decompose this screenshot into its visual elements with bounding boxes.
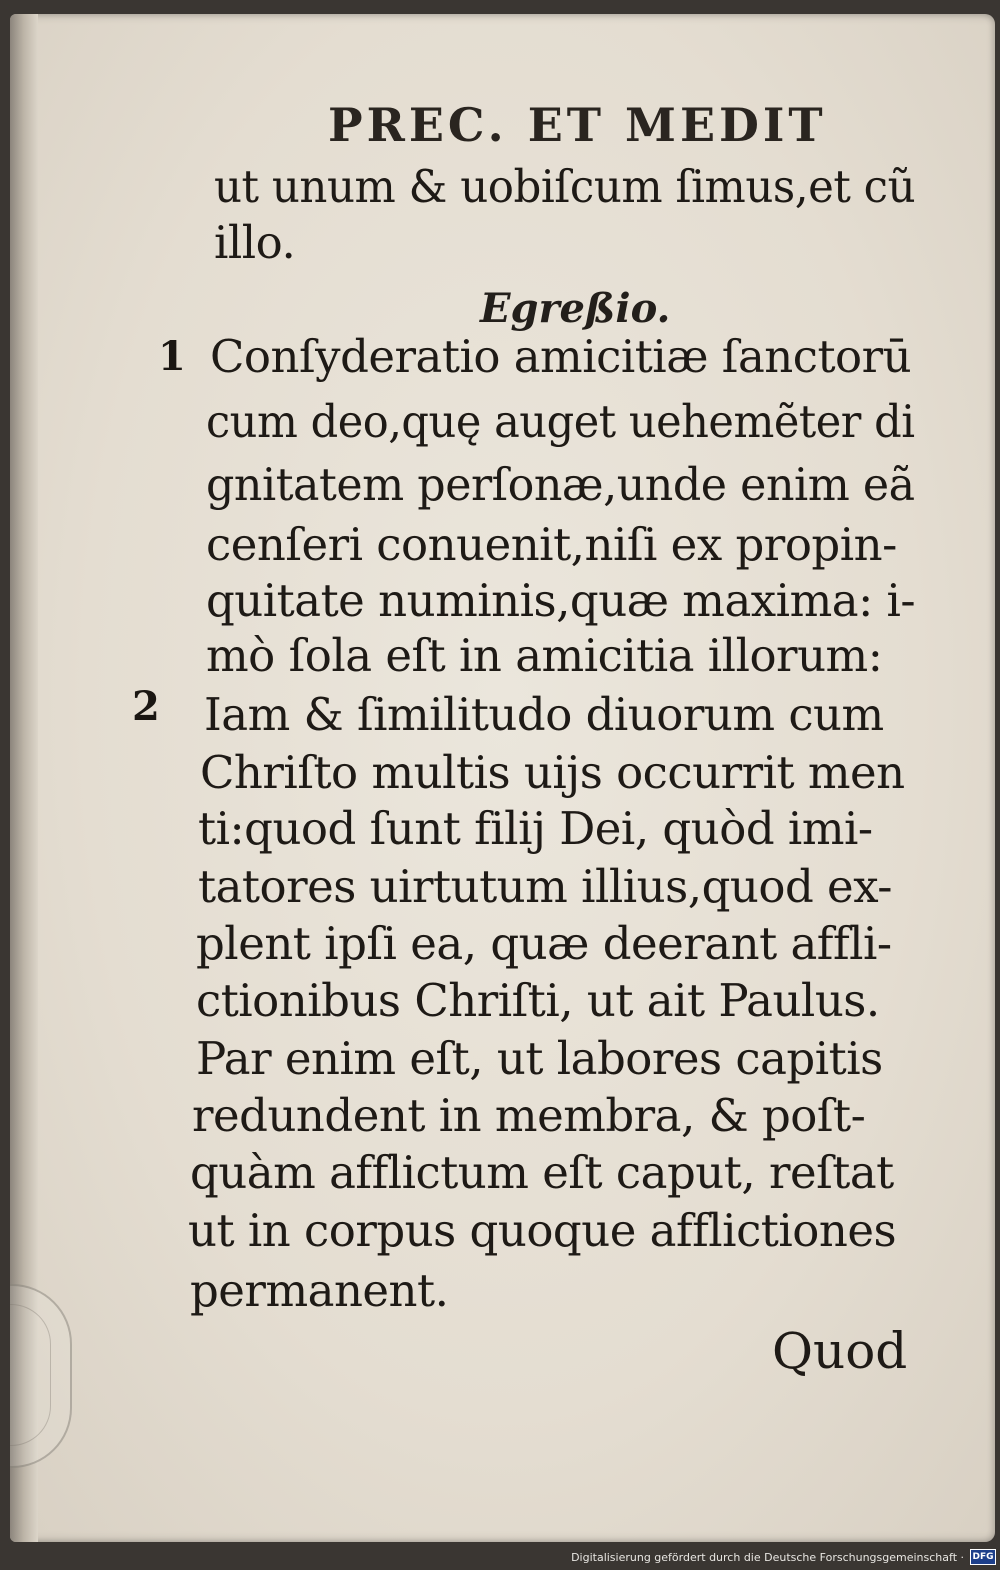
credit-text: Digitalisierung gefördert durch die Deutsche Forschungsgemeinschaft ·	[571, 1550, 964, 1564]
text-line: quàm afflictum eſt caput, reſtat	[190, 1146, 894, 1199]
dfg-logo[interactable]: DFG	[970, 1549, 996, 1565]
text-line: Par enim eſt, ut labores capitis	[196, 1032, 883, 1085]
text-line: cum deo,quę auget uehemẽter di	[206, 395, 915, 448]
catchword: Quod	[772, 1322, 908, 1380]
text-line: cenſeri conuenit,niſi ex propin-	[206, 518, 897, 571]
text-line: Conſyderatio amicitiæ ſanctorū	[210, 330, 912, 383]
text-line: gnitatem perſonæ,unde enim eã	[206, 458, 915, 511]
text-line: Iam & ſimilitudo diuorum cum	[204, 688, 884, 741]
text-line: ut in corpus quoque afflictiones	[188, 1204, 897, 1257]
digitization-credit	[571, 1546, 996, 1568]
text-line: permanent.	[190, 1264, 449, 1317]
text-line: ti:quod ſunt filij Dei, quòd imi-	[198, 802, 873, 855]
text-line: ctionibus Chriſti, ut ait Paulus.	[196, 974, 880, 1027]
page-clip-inner	[10, 1304, 51, 1446]
text-line: tatores uirtutum illius,quod ex-	[198, 860, 892, 913]
text-line: redundent in membra, & poſt-	[192, 1089, 866, 1142]
text-line: plent ipſi ea, quæ deerant affli-	[196, 917, 892, 970]
text-line: illo.	[214, 216, 296, 269]
paragraph-number: 2	[132, 683, 160, 730]
running-head: PREC. ET MEDIT	[328, 98, 827, 152]
section-title: Egreßio.	[480, 285, 671, 332]
text-line: quitate numinis,quæ maxima: i-	[206, 574, 916, 627]
paragraph-number: 1	[158, 333, 186, 380]
text-line: ut unum & uobiſcum ſimus,et cũ	[214, 160, 916, 213]
text-line: mò ſola eſt in amicitia illorum:	[206, 629, 883, 682]
text-line: Chriſto multis uijs occurrit men	[200, 746, 905, 799]
